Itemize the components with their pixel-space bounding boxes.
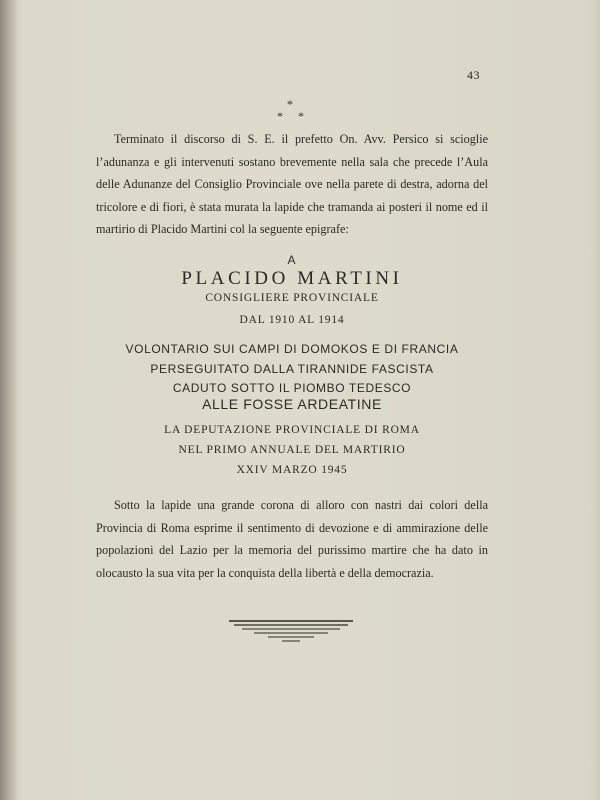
closing-paragraph: Sotto la lapide una grande corona di alloro con nastri dai colori della Provincia di Roma esprime il sentimento di devozione e di ammirazione delle popolazioni del Lazio per la memoria del purissimo martire che ha dato in olocausto la sua vita per la conquista della libertà e della democrazia. <box>96 498 488 580</box>
epigraph-line-fallen: CADUTO SOTTO IL PIOMBO TEDESCO <box>172 381 412 395</box>
asterism-star-top: * <box>287 97 293 111</box>
epigraph-line-anniversary: NEL PRIMO ANNUALE DEL MARTIRIO <box>178 444 406 456</box>
asterism-star-right: * <box>298 109 304 123</box>
epigraph-years: DAL 1910 AL 1914 <box>239 314 345 326</box>
epigraph-line-persecuted: PERSEGUITATO DALLA TIRANNIDE FASCISTA <box>150 362 434 376</box>
epigraph-line-deputation: LA DEPUTAZIONE PROVINCIALE DI ROMA <box>164 424 420 436</box>
epigraph-line-volunteer: VOLONTARIO SUI CAMPI DI DOMOKOS E DI FRANCIA <box>125 342 459 356</box>
epigraph-name: PLACIDO MARTINI <box>181 268 403 289</box>
closing-paragraph-block <box>96 494 488 584</box>
intro-paragraph: Terminato il discorso di S. E. il prefetto On. Avv. Persico si scioglie l’adunanza e gli intervenuti sostano brevemente nella sala che precede l’Aula delle Adunanze del Consiglio Provinciale ove nella parete di destra, adorna del tricolore e di fiori, è stata murata la lapide che tramanda ai posteri il nome ed il martirio di Placido Martini col la seguente epigrafe: <box>96 132 488 236</box>
asterism-star-left: * <box>277 109 283 123</box>
epigraph-dedication: A <box>287 253 297 267</box>
ornament-rule <box>228 618 354 644</box>
epigraph <box>96 0 488 800</box>
page-number: 43 <box>467 68 480 82</box>
epigraph-line-ardeatine: ALLE FOSSE ARDEATINE <box>202 396 382 412</box>
epigraph-role: CONSIGLIERE PROVINCIALE <box>205 292 379 304</box>
page-binding-shadow <box>0 0 18 800</box>
epigraph-line-date: XXIV MARZO 1945 <box>236 464 348 476</box>
